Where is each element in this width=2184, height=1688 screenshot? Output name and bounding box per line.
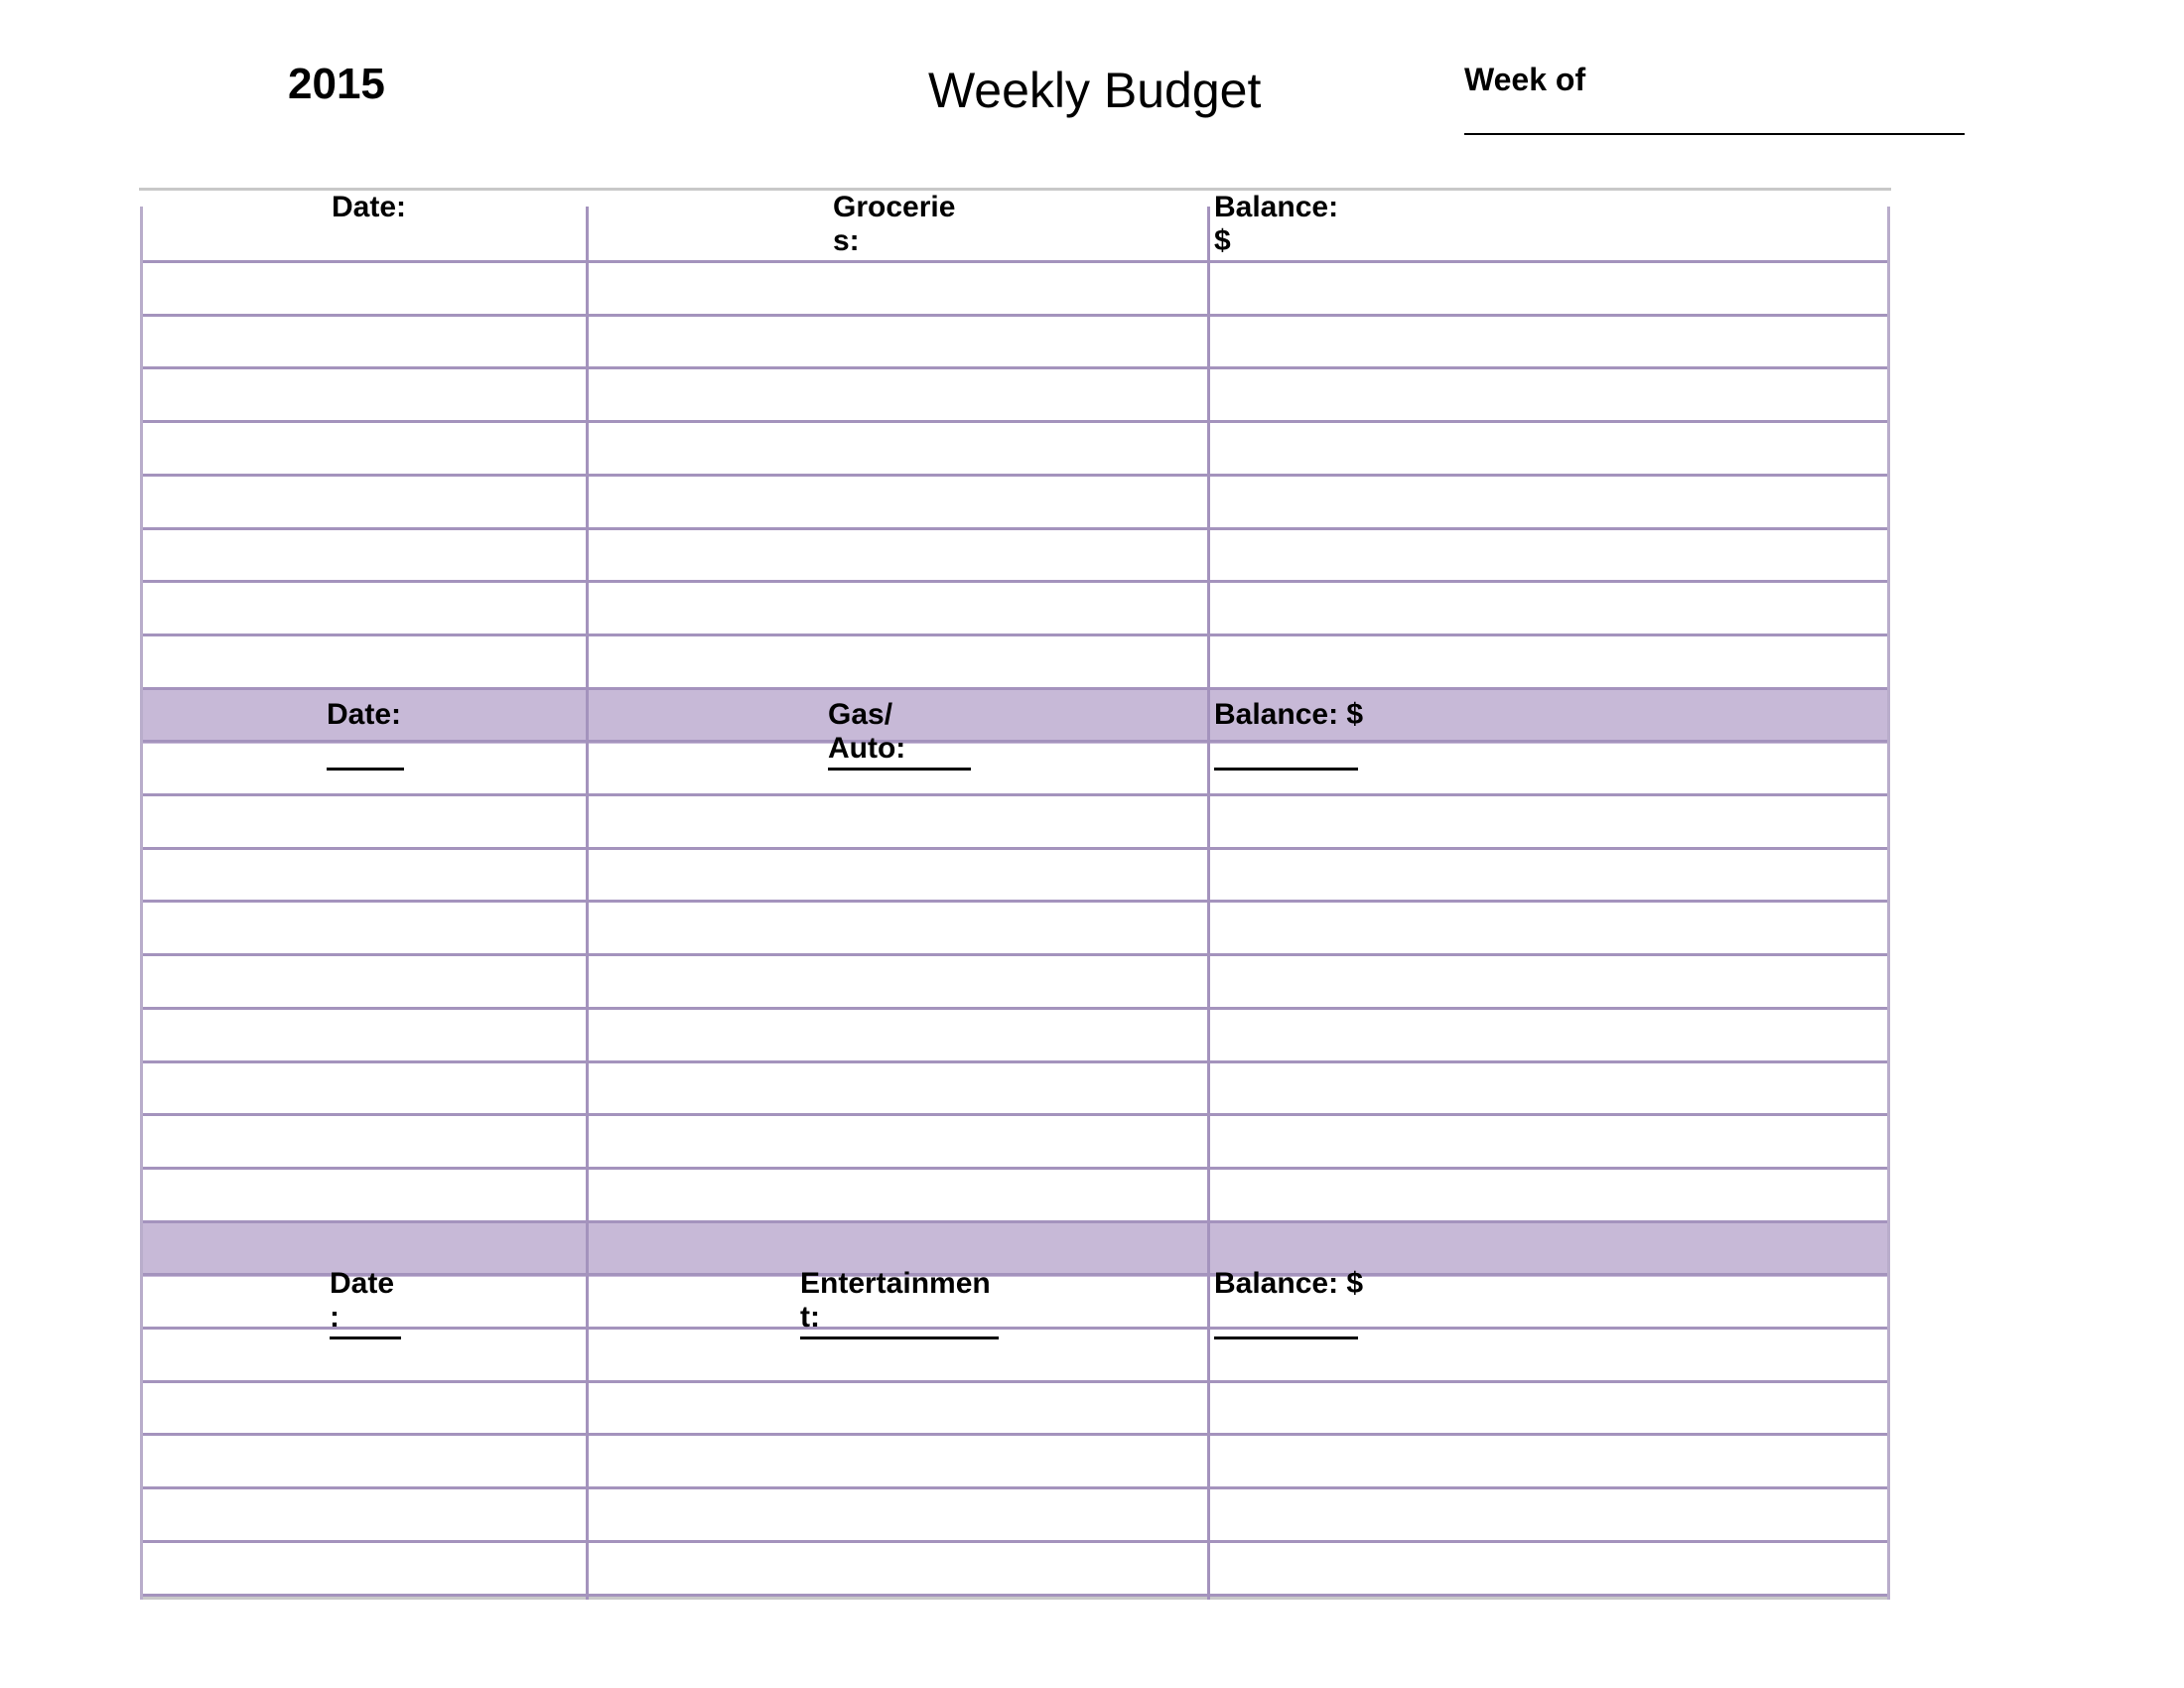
row-divider bbox=[140, 1540, 1890, 1543]
row-divider bbox=[140, 260, 1890, 263]
gas-date-label: Date: bbox=[327, 698, 402, 731]
row-divider bbox=[140, 1380, 1890, 1383]
gas-category-label bbox=[828, 698, 905, 766]
row-divider bbox=[140, 687, 1890, 690]
entertainment-spacer-row bbox=[140, 1223, 1890, 1277]
row-divider bbox=[140, 633, 1890, 636]
gas-balance-label: Balance: $ bbox=[1214, 698, 1364, 731]
gas-date-underline[interactable] bbox=[327, 768, 404, 771]
row-divider bbox=[140, 953, 1890, 956]
entertainment-date-underline[interactable] bbox=[330, 1336, 401, 1339]
entertainment-label-line-2: t: bbox=[800, 1301, 820, 1334]
row-divider bbox=[140, 793, 1890, 796]
row-divider bbox=[140, 1327, 1890, 1330]
row-divider bbox=[140, 1486, 1890, 1489]
entertainment-category-label bbox=[800, 1267, 991, 1335]
row-divider bbox=[140, 420, 1890, 423]
groceries-label-line-1: Grocerie bbox=[833, 191, 956, 223]
gas-amount-underline[interactable] bbox=[828, 768, 971, 771]
row-divider bbox=[140, 900, 1890, 903]
row-divider bbox=[140, 1007, 1890, 1010]
row-divider bbox=[140, 1113, 1890, 1116]
entertainment-label-line-1: Entertainmen bbox=[800, 1267, 991, 1300]
row-divider bbox=[140, 474, 1890, 477]
groceries-label-line-2: s: bbox=[833, 224, 860, 257]
row-divider bbox=[140, 366, 1890, 369]
gas-section-header-row bbox=[140, 690, 1890, 744]
table-left-border bbox=[140, 207, 143, 1600]
week-of-label: Week of bbox=[1464, 62, 1586, 97]
groceries-balance-line-2: $ bbox=[1214, 224, 1231, 257]
table-right-border bbox=[1887, 207, 1890, 1600]
column-divider bbox=[1207, 207, 1210, 1600]
groceries-balance-line-1: Balance: bbox=[1214, 191, 1339, 223]
row-divider bbox=[140, 1220, 1890, 1223]
entertainment-date-line-1: Date bbox=[330, 1267, 395, 1300]
groceries-date-label: Date: bbox=[332, 191, 407, 223]
row-divider bbox=[140, 527, 1890, 530]
entertainment-date-line-2: : bbox=[330, 1301, 340, 1334]
table-bottom-border bbox=[140, 1597, 1890, 1600]
column-divider bbox=[586, 207, 589, 1600]
week-of-field-line[interactable] bbox=[1464, 133, 1965, 135]
gas-balance-underline[interactable] bbox=[1214, 768, 1358, 771]
page-title: Weekly Budget bbox=[928, 63, 1262, 118]
row-divider bbox=[140, 740, 1890, 743]
row-divider bbox=[140, 1273, 1890, 1276]
entertainment-date-label bbox=[330, 1267, 394, 1335]
entertainment-balance-underline[interactable] bbox=[1214, 1336, 1358, 1339]
row-divider bbox=[140, 580, 1890, 583]
row-divider bbox=[140, 1167, 1890, 1170]
groceries-balance-label bbox=[1214, 191, 1338, 258]
budget-table bbox=[140, 207, 1890, 1600]
year-label: 2015 bbox=[288, 60, 385, 108]
entertainment-balance-label: Balance: $ bbox=[1214, 1267, 1364, 1300]
groceries-category-label bbox=[833, 191, 955, 258]
gas-label-line-2: Auto: bbox=[828, 732, 906, 765]
entertainment-amount-underline[interactable] bbox=[800, 1336, 999, 1339]
row-divider bbox=[140, 847, 1890, 850]
row-divider bbox=[140, 1433, 1890, 1436]
gas-label-line-1: Gas/ bbox=[828, 698, 893, 731]
row-divider bbox=[140, 1060, 1890, 1063]
row-divider bbox=[140, 314, 1890, 317]
